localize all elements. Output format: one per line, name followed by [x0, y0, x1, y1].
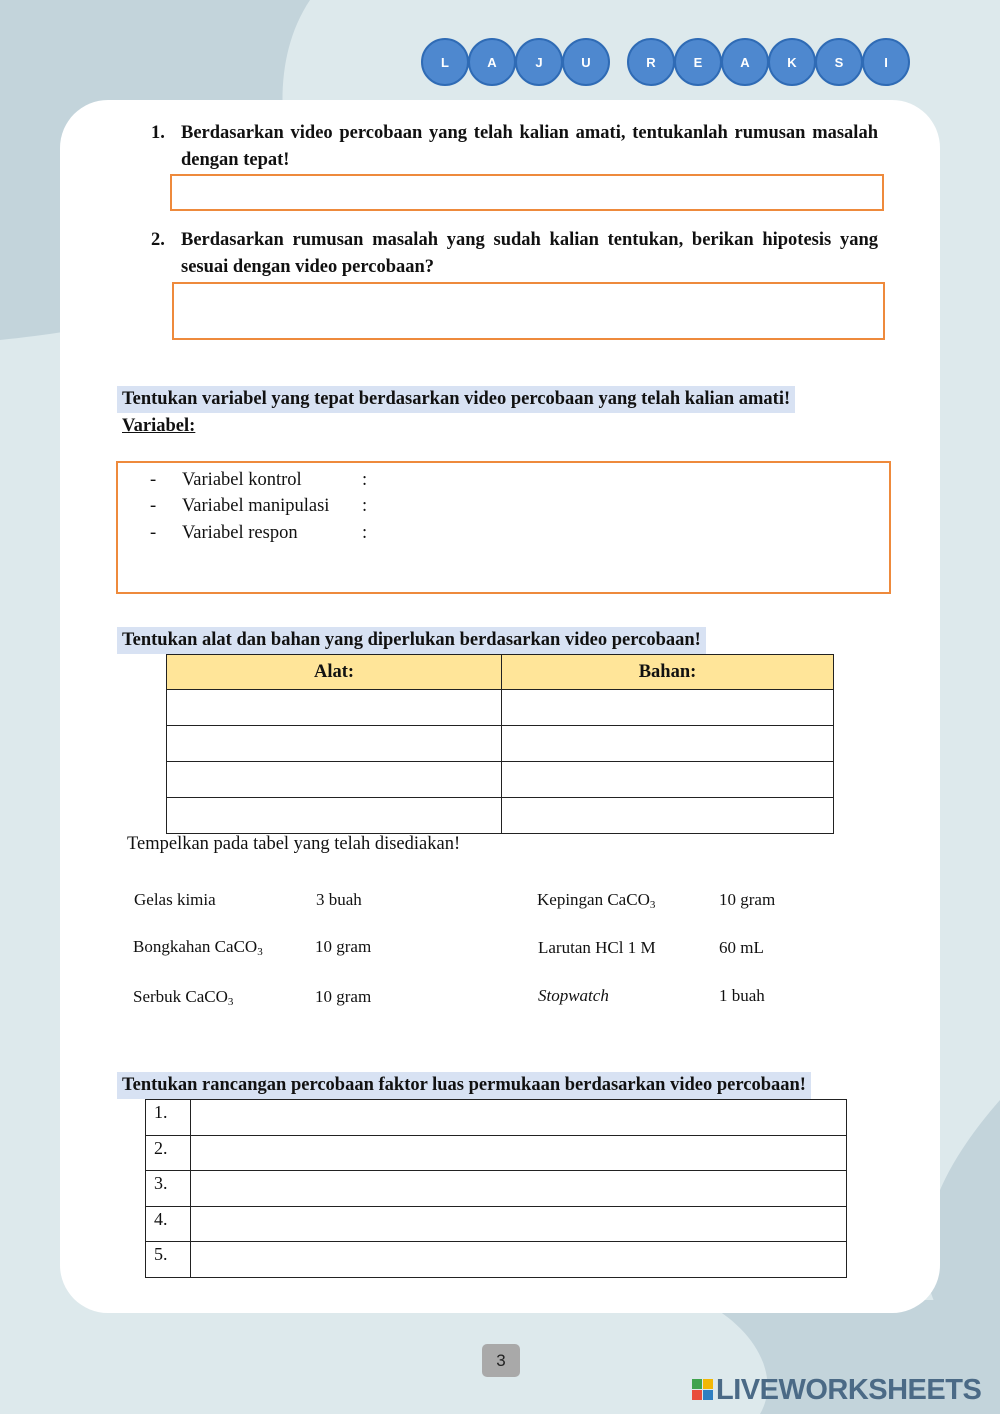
title-letter: E: [674, 38, 722, 86]
table-row: [167, 798, 834, 834]
item-kepingan-caco3[interactable]: [537, 889, 655, 911]
item-larutan-hcl[interactable]: [538, 937, 656, 959]
step-input[interactable]: [191, 1100, 847, 1136]
variable-label: Variabel respon: [182, 523, 298, 543]
step-number: 1.: [146, 1100, 191, 1136]
variable-label: Variabel kontrol: [182, 470, 302, 490]
subscript: 3: [227, 996, 234, 1008]
tools-instruction: Tentukan alat dan bahan yang diperlukan berdasarkan video percobaan!: [117, 627, 706, 654]
step-row: [146, 1206, 847, 1242]
colon: :: [362, 523, 368, 543]
item-name: Gelas kimia: [134, 890, 216, 909]
drop-cell[interactable]: [167, 762, 502, 798]
table-row: [167, 690, 834, 726]
drop-cell[interactable]: [502, 726, 834, 762]
subscript: 3: [257, 946, 263, 958]
step-number: 5.: [146, 1242, 191, 1278]
title-letter: I: [862, 38, 910, 86]
item-name: Kepingan CaCO: [537, 890, 650, 909]
item-bongkahan-caco3[interactable]: [133, 936, 263, 958]
title-letter: S: [815, 38, 863, 86]
step-row: [146, 1100, 847, 1136]
variable-label: Variabel manipulasi: [182, 496, 330, 516]
tools-table: [166, 654, 834, 834]
column-header-bahan: Bahan:: [502, 655, 834, 690]
item-name: Serbuk CaCO: [133, 987, 228, 1006]
table-row: [167, 726, 834, 762]
question-text: Berdasarkan video percobaan yang telah kalian amati, tentukanlah rumusan masalah dengan tepat!: [181, 123, 878, 170]
title-letter: U: [562, 38, 610, 86]
step-number: 3.: [146, 1171, 191, 1207]
item-qty[interactable]: 10 gram: [315, 987, 372, 1006]
subscript: 3: [649, 899, 656, 911]
step-input[interactable]: [191, 1171, 847, 1207]
page-number: 3: [482, 1344, 520, 1377]
question-2: [151, 227, 878, 283]
item-qty[interactable]: 10 gram: [315, 937, 372, 956]
design-instruction: Tentukan rancangan percobaan faktor luas permukaan berdasarkan video percobaan!: [117, 1072, 811, 1099]
dash: -: [150, 470, 157, 490]
table-row: [167, 762, 834, 798]
drop-cell[interactable]: [167, 690, 502, 726]
step-input[interactable]: [191, 1135, 847, 1171]
answer-box-2[interactable]: [172, 282, 885, 340]
variables-heading: Variabel:: [122, 416, 196, 436]
item-stopwatch[interactable]: [538, 985, 609, 1007]
liveworksheets-logo: [692, 1372, 981, 1408]
item-qty[interactable]: 60 mL: [719, 938, 764, 957]
title-letter: R: [627, 38, 675, 86]
drop-cell[interactable]: [502, 690, 834, 726]
column-header-alat: Alat:: [167, 655, 502, 690]
question-text: Berdasarkan rumusan masalah yang sudah kalian tentukan, berikan hipotesis yang sesuai dengan video percobaan?: [181, 230, 878, 277]
tools-note: Tempelkan pada tabel yang telah disediakan!: [127, 834, 461, 854]
title-letter: J: [515, 38, 563, 86]
answer-box-1[interactable]: [170, 174, 884, 211]
item-qty[interactable]: 3 buah: [316, 890, 362, 909]
item-qty[interactable]: 1 buah: [719, 986, 765, 1005]
step-number: 2.: [146, 1135, 191, 1171]
step-number: 4.: [146, 1206, 191, 1242]
step-row: [146, 1242, 847, 1278]
item-qty[interactable]: 10 gram: [719, 890, 776, 909]
drop-cell[interactable]: [502, 798, 834, 834]
title-letter: K: [768, 38, 816, 86]
colon: :: [362, 470, 368, 490]
variables-instruction: Tentukan variabel yang tepat berdasarkan video percobaan yang telah kalian amati!: [117, 386, 795, 413]
drop-cell[interactable]: [502, 762, 834, 798]
dash: -: [150, 523, 157, 543]
item-name: Bongkahan CaCO: [133, 937, 258, 956]
design-steps-table: [145, 1099, 847, 1278]
item-name: Stopwatch: [538, 986, 609, 1005]
title-letter: A: [468, 38, 516, 86]
question-number: 2.: [151, 230, 165, 250]
step-input[interactable]: [191, 1242, 847, 1278]
drop-cell[interactable]: [167, 726, 502, 762]
step-row: [146, 1171, 847, 1207]
drop-cell[interactable]: [167, 798, 502, 834]
brand-name: LIVEWORKSHEETS: [716, 1373, 982, 1406]
question-1: [151, 120, 878, 176]
liveworksheets-icon: [692, 1379, 714, 1401]
step-input[interactable]: [191, 1206, 847, 1242]
title-letter: L: [421, 38, 469, 86]
title-letter: A: [721, 38, 769, 86]
item-serbuk-caco3[interactable]: [133, 986, 233, 1008]
colon: :: [362, 496, 368, 516]
item-name: Larutan HCl 1 M: [538, 938, 656, 957]
dash: -: [150, 496, 157, 516]
step-row: [146, 1135, 847, 1171]
item-gelas-kimia[interactable]: [134, 889, 216, 911]
question-number: 1.: [151, 123, 165, 143]
